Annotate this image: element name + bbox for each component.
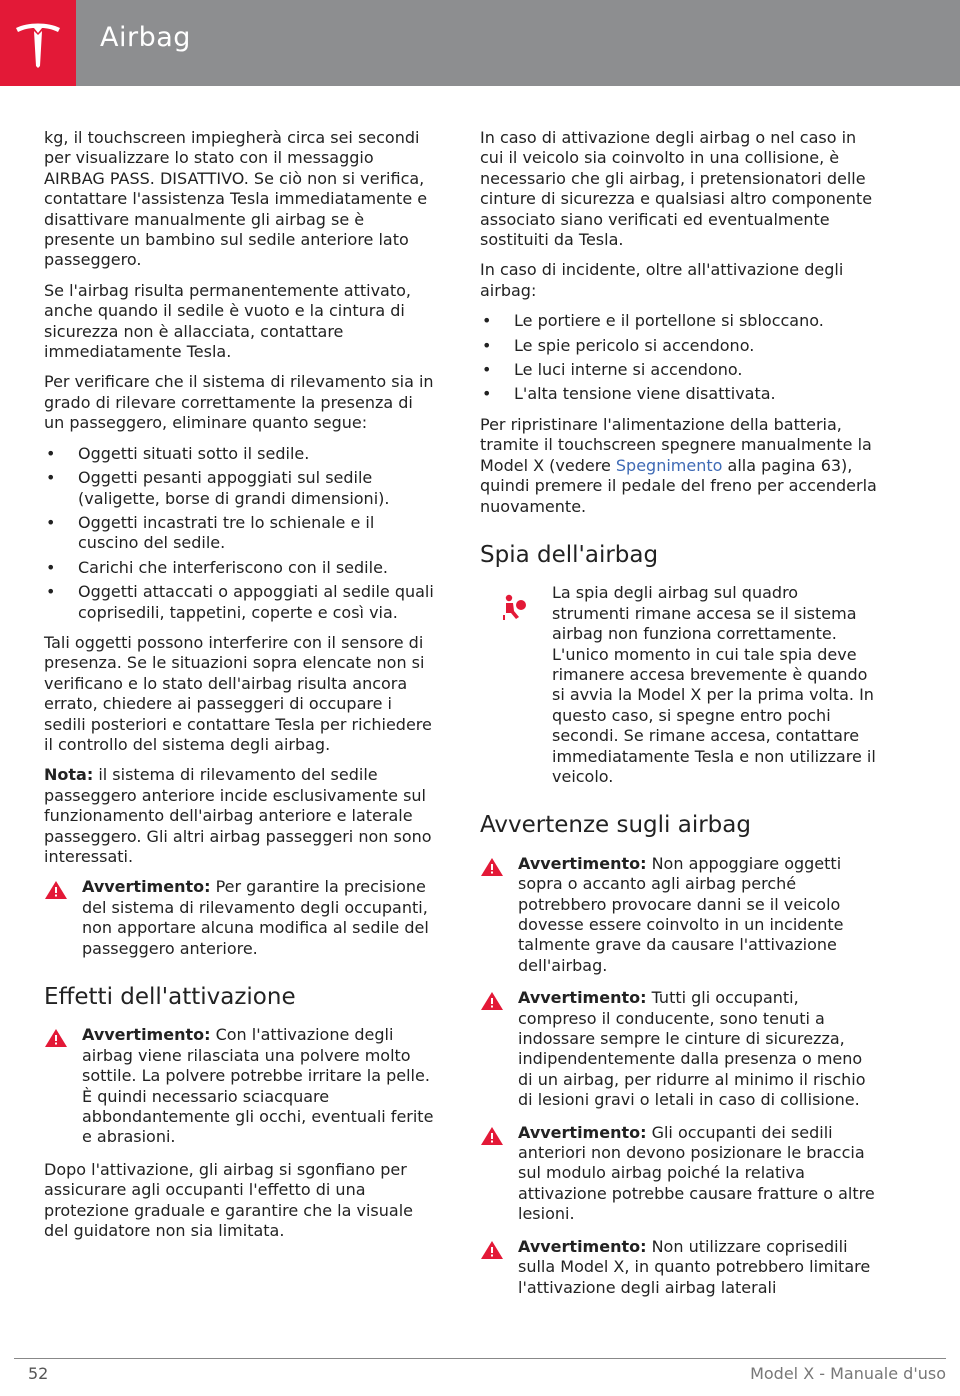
airbag-warning-light-icon xyxy=(502,593,528,621)
list-item: • Oggetti incastrati tre lo schienale e il cuscino del sedile. xyxy=(44,513,438,554)
warning-block xyxy=(480,1237,880,1298)
warning-text: Con l'attivazione degli airbag viene rilasciata una polvere molto sottile. La polvere potrebbe irritare la pelle. È quindi necessario sciacquare abbondantemente gli occhi, eventuali ferite e abrasioni. xyxy=(82,1025,434,1147)
bullet-list xyxy=(480,311,880,405)
paragraph: In caso di attivazione degli airbag o nel caso in cui il veicolo sia coinvolto in una collisione, è necessario che gli airbag, i pretensionatori delle cinture di sicurezza e qualsiasi altro componente associato siano verificati ed eventualmente sostituiti da Tesla. xyxy=(480,128,873,250)
warning-icon xyxy=(480,1240,504,1260)
right-column xyxy=(480,128,880,1310)
paragraph-text: alla pagina 63), quindi premere il pedale del freno per accenderla nuovamente. xyxy=(480,455,877,516)
section-heading: Effetti dell'attivazione xyxy=(44,984,296,1011)
tesla-logo-icon xyxy=(0,0,76,86)
warning-block xyxy=(480,1123,880,1225)
warning-icon xyxy=(480,1126,504,1146)
list-item: • Oggetti pesanti appoggiati sul sedile (valigette, borse di grandi dimensioni). xyxy=(44,468,438,509)
list-item: • Oggetti situati sotto il sedile. xyxy=(44,444,438,464)
paragraph: Se l'airbag risulta permanentemente attivato, anche quando il sedile è vuoto e la cintura di sicurezza non è allacciata, contattare immediatamente Tesla. xyxy=(44,280,411,362)
left-column xyxy=(44,128,438,1252)
footer-divider xyxy=(14,1358,946,1359)
list-item: • Carichi che interferiscono con il sedile. xyxy=(44,558,438,578)
warning-icon xyxy=(44,1028,68,1048)
warning-text: Non utilizzare coprisedili sulla Model X, in quanto potrebbero limitare l'attivazione degli airbag laterali xyxy=(518,1236,871,1297)
warning-icon xyxy=(44,880,68,900)
section-heading: Spia dell'airbag xyxy=(480,541,659,568)
list-item: • L'alta tensione viene disattivata. xyxy=(480,384,880,404)
paragraph: Tali oggetti possono interferire con il sensore di presenza. Se le situazioni sopra elencate non si verificano e lo stato dell'airbag risulta ancora errato, chiedere ai passeggeri di occupare i sedili posteriori e contattare Tesla per richiedere il controllo del sistema degli airbag. xyxy=(44,632,432,754)
warning-label: Avvertimento: xyxy=(518,853,647,873)
warning-block xyxy=(480,988,880,1110)
list-item: • Le spie pericolo si accendono. xyxy=(480,336,880,356)
list-item: • Oggetti attaccati o appoggiati al sedile quali coprisedili, tappetini, coperte e così via. xyxy=(44,582,438,623)
paragraph: In caso di incidente, oltre all'attivazione degli airbag: xyxy=(480,260,844,300)
warning-icon xyxy=(480,857,504,877)
warning-text: Tutti gli occupanti, compreso il conducente, sono tenuti a indossare sempre le cinture di sicurezza, indipendentemente dalla presenza o meno di un airbag, per ridurre al minimo il rischio di lesioni gravi o letali in caso di collisione. xyxy=(518,988,866,1110)
manual-name: Model X - Manuale d'uso xyxy=(750,1364,946,1383)
paragraph: Dopo l'attivazione, gli airbag si sgonfiano per assicurare agli occupanti l'effetto di una protezione graduale e garantire che la visuale del guidatore non sia limitata. xyxy=(44,1159,413,1241)
airbag-light-block xyxy=(480,583,880,787)
warning-block xyxy=(44,877,438,959)
warning-block xyxy=(44,1025,438,1147)
warning-label: Avvertimento: xyxy=(518,988,647,1008)
warning-label: Avvertimento: xyxy=(82,1025,211,1045)
note-text: il sistema di rilevamento del sedile passeggero anteriore incide esclusivamente sul funzionamento dell'airbag anteriore e laterale passeggero. Gli altri airbag passeggeri non sono interessati. xyxy=(44,765,432,866)
list-item: • Le luci interne si accendono. xyxy=(480,360,880,380)
note xyxy=(44,765,438,867)
paragraph: kg, il touchscreen impiegherà circa sei secondi per visualizzare lo stato con il messaggio AIRBAG PASS. DISATTIVO. Se ciò non si verifica, contattare l'assistenza Tesla immediatamente e disattivare manualmente gli airbag se è presente un bambino sul sedile anteriore lato passeggero. xyxy=(44,128,428,270)
warning-label: Avvertimento: xyxy=(518,1236,647,1256)
warning-label: Avvertimento: xyxy=(518,1122,647,1142)
paragraph xyxy=(480,415,880,517)
section-heading: Avvertenze sugli airbag xyxy=(480,812,751,839)
warning-text: Non appoggiare oggetti sopra o accanto agli airbag perché potrebbero provocare danni se il veicolo dovesse essere coinvolto in un incidente talmente grave da causare l'attivazione dell'airbag. xyxy=(518,853,844,975)
paragraph-text: Per ripristinare l'alimentazione della batteria, tramite il touchscreen spegnere manualmente la Model X (vedere xyxy=(480,414,872,475)
warning-icon xyxy=(480,991,504,1011)
airbag-light-text: La spia degli airbag sul quadro strumenti rimane accesa se il sistema airbag non funziona correttamente. L'unico momento in cui tale spia deve rimanere accesa brevemente è quando si avvia la Model X per la prima volta. In questo caso, si spegne entro pochi secondi. Se rimane accesa, contattare immediatamente Tesla e non utilizzare il veicolo. xyxy=(552,583,876,786)
warning-text: Per garantire la precisione del sistema di rilevamento degli occupanti, non apportare alcuna modifica al sedile del passeggero anteriore. xyxy=(82,877,429,958)
list-item: • Le portiere e il portellone si sbloccano. xyxy=(480,311,880,331)
paragraph: Per verificare che il sistema di rilevamento sia in grado di rilevare correttamente la presenza di un passeggero, eliminare quanto segue: xyxy=(44,372,434,433)
warning-block xyxy=(480,854,880,976)
warning-text: Gli occupanti dei sedili anteriori non devono posizionare le braccia sul modulo airbag poiché la relativa attivazione potrebbe causare fratture o altre lesioni. xyxy=(518,1122,875,1224)
page-header xyxy=(0,0,960,86)
warning-label: Avvertimento: xyxy=(82,877,211,897)
note-label: Nota: xyxy=(44,765,94,785)
page-number: 52 xyxy=(28,1364,49,1383)
page-title: Airbag xyxy=(100,22,191,53)
bullet-list xyxy=(44,444,438,623)
spegnimento-link[interactable]: Spegnimento xyxy=(615,455,723,475)
